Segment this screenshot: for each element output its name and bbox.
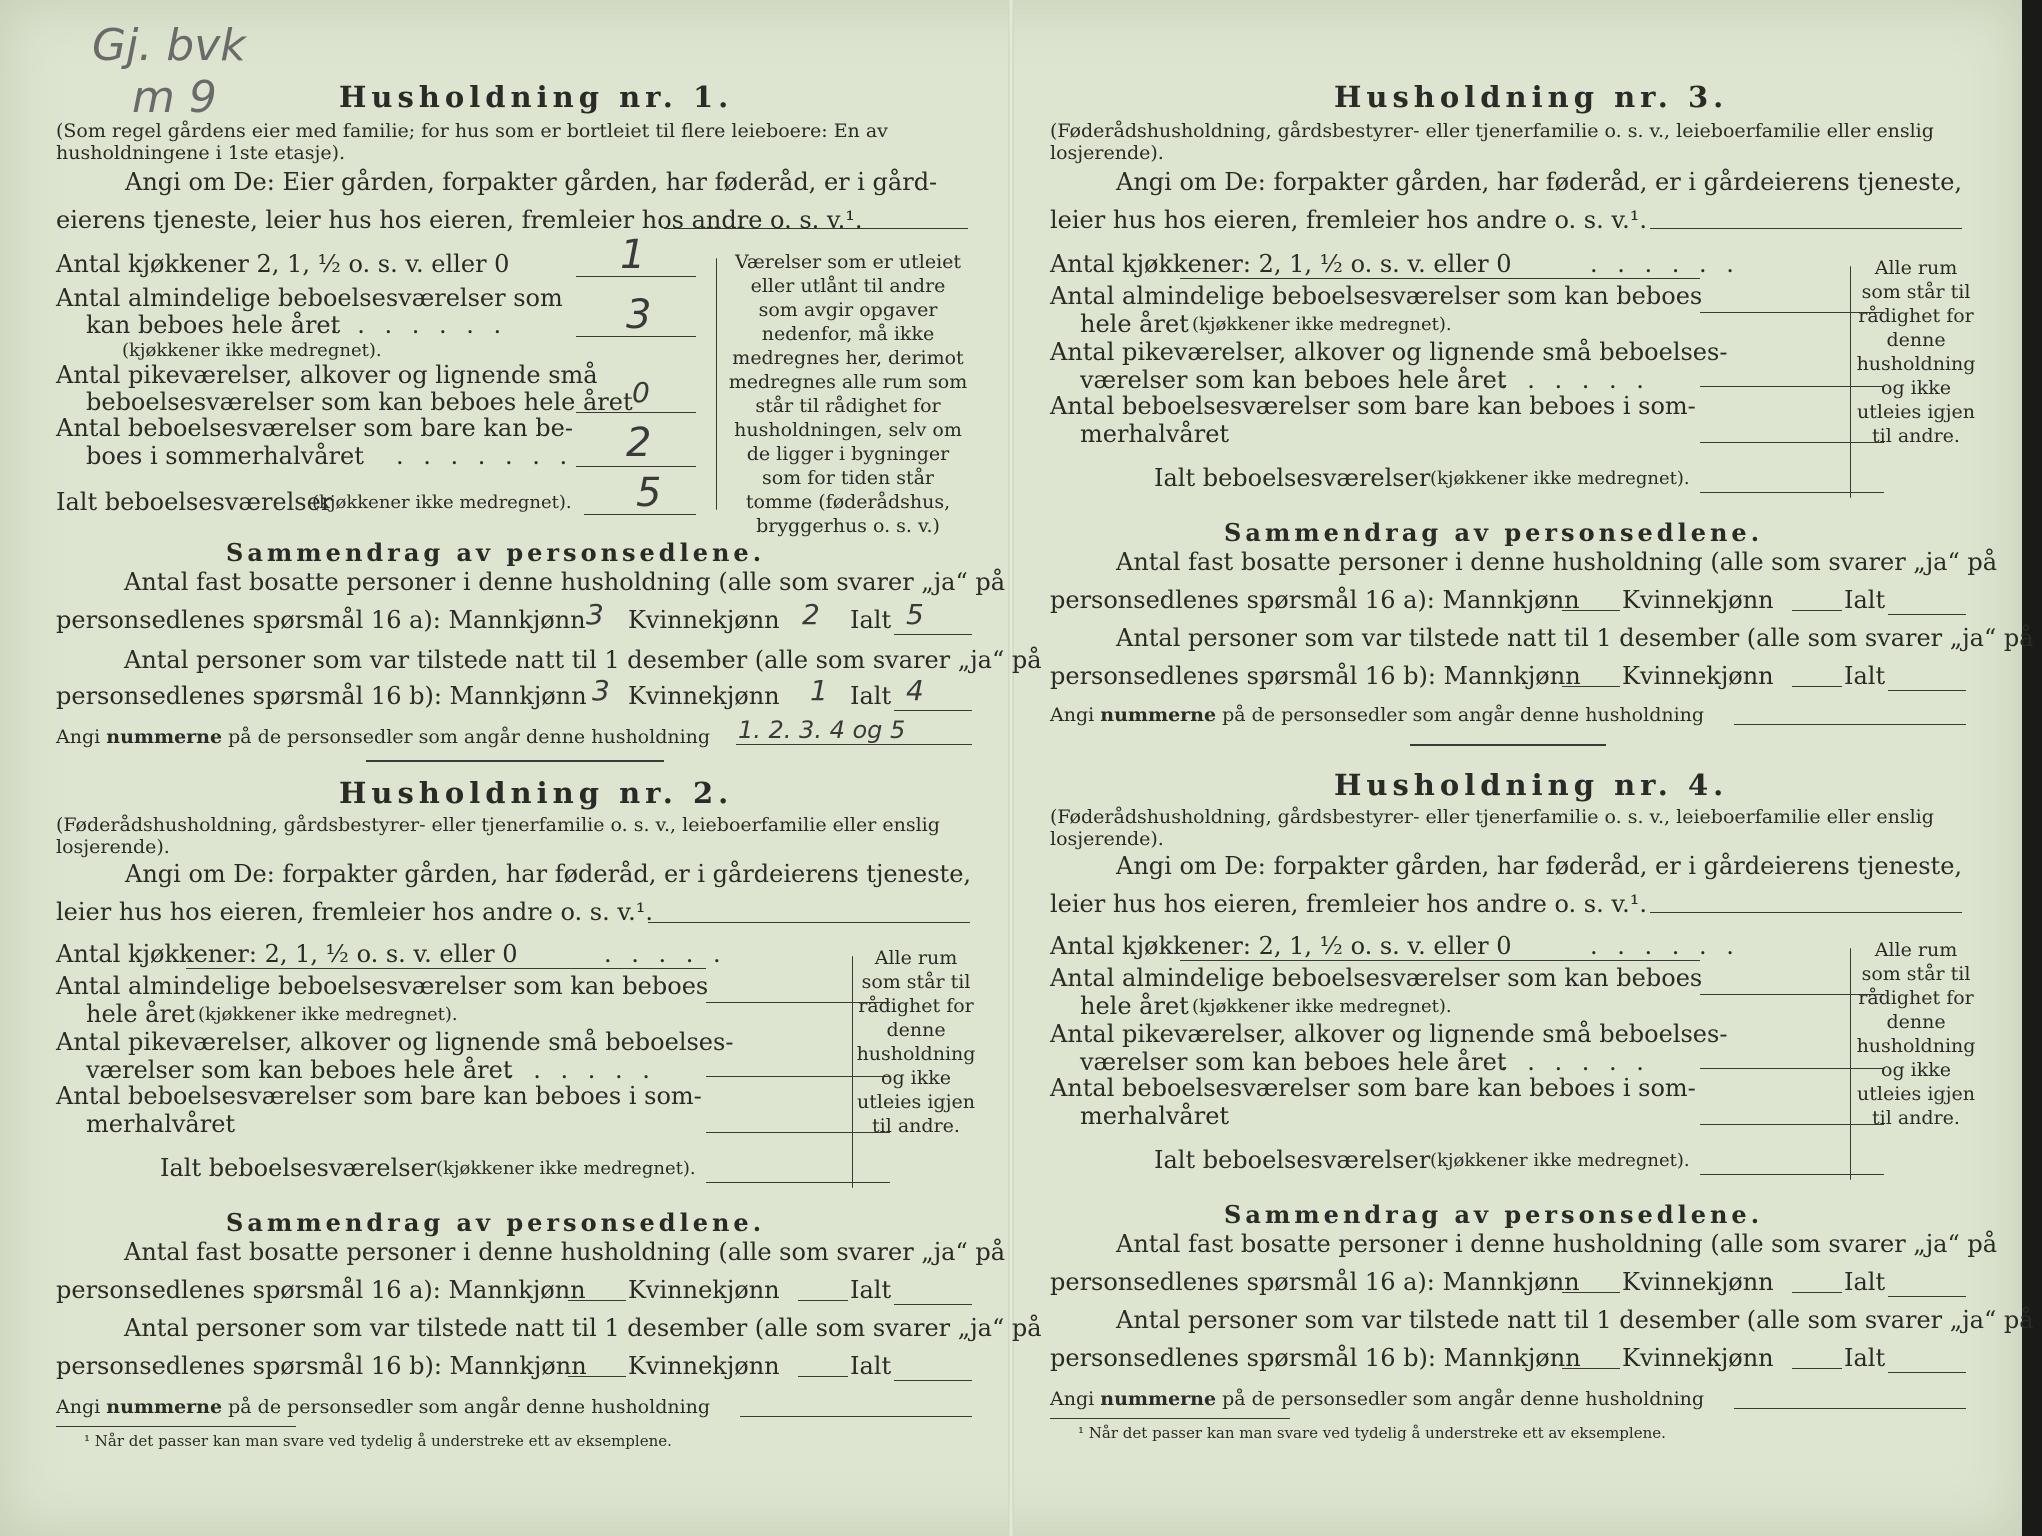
household-3-summary-title: Sammendrag av personsedlene.: [1224, 518, 1764, 547]
household-2-angi-line1: Angi om De: forpakter gården, har føderåd, er i gårdeierens tjeneste,: [125, 860, 972, 888]
household-3-ordinary-rooms-l1: Antal almindelige beboelsesværelser som kan beboes: [1050, 282, 1703, 310]
household-4-resident-l1: Antal fast bosatte personer i denne husholdning (alle som svarer „ja“ på: [1116, 1230, 1998, 1258]
household-1-numbers-value: 1. 2. 3. 4 og 5: [738, 716, 906, 744]
household-1-total-label: Ialt beboelsesværelser: [56, 488, 333, 516]
household-4-ordinary-rooms-l1: Antal almindelige beboelsesværelser som kan beboes: [1050, 964, 1703, 992]
household-3-angi-line1: Angi om De: forpakter gården, har føderåd, er i gårdeierens tjeneste,: [1116, 168, 1963, 196]
household-2-resident-total-label: Ialt: [850, 1276, 892, 1304]
household-2-present-total-label: Ialt: [850, 1352, 892, 1380]
household-1-present-total: 4: [906, 674, 924, 707]
household-2-maid-rooms-l1: Antal pikeværelser, alkover og lignende små beboelses-: [56, 1028, 734, 1056]
household-3-present-female-label: Kvinnekjønn: [1622, 662, 1774, 690]
household-3-note: (Føderådshusholdning, gårdsbestyrer- eller tjenerfamilie o. s. v., leieboerfamilie eller enslig losjerende).: [1050, 120, 1934, 164]
household-2-kitchens-label: Antal kjøkkener: 2, 1, ½ o. s. v. eller 0: [56, 940, 518, 968]
household-3-ordinary-rooms-l3: (kjøkkener ikke medregnet).: [1192, 314, 1452, 335]
household-1-note: (Som regel gårdens eier med familie; for hus som er bortleiet til flere leieboere: En av husholdningene i 1ste etasje).: [56, 120, 888, 164]
household-2-summer-rooms-l1: Antal beboelsesværelser som bare kan beboes i som-: [56, 1082, 702, 1110]
household-1-maid-rooms-l2: beboelsesværelser som kan beboes hele året: [86, 388, 633, 416]
household-2-ordinary-rooms-l3: (kjøkkener ikke medregnet).: [198, 1004, 458, 1025]
household-1-ordinary-rooms-l2: kan beboes hele året: [86, 311, 341, 339]
household-4-side-note: Alle rum som står til rådighet for denne husholdning og ikke utleies igjen til andre.: [1856, 939, 1976, 1129]
household-1-resident-female: 2: [802, 598, 820, 631]
household-4-summer-rooms-l1: Antal beboelsesværelser som bare kan beboes i som-: [1050, 1074, 1696, 1102]
household-1-ordinary-rooms-l1: Antal almindelige beboelsesværelser som: [56, 284, 563, 312]
household-4-kitchens-label: Antal kjøkkener: 2, 1, ½ o. s. v. eller 0: [1050, 932, 1512, 960]
household-1-ordinary-rooms-value: 3: [626, 292, 652, 338]
household-1-side-note: Værelser som er utleiet eller utlånt til andre som avgir opgaver nedenfor, må ikke medregnes her, derimot medregnes alle rum som står til rådighet for husholdningen, selv om de ligger i bygninger som for tiden står tomme (føderådshus, bryggerhus o. s. v.): [728, 251, 968, 537]
household-3-resident-l1: Antal fast bosatte personer i denne husholdning (alle som svarer „ja“ på: [1116, 548, 1998, 576]
archive-mark: Gj. bvk: [92, 20, 246, 71]
census-form-sheet: Gj. bvk m 9 Husholdning nr. 1. (Som regel gårdens eier med familie; for hus som er bortleiet til flere leieboere: En av husholdningene i 1ste etasje). Angi om De: Eier gården, forpakter gården, har føderåd, er i gård- eierens tjeneste, leier hus hos eieren, fremleier hos andre o. s. v.¹. Antal kjøkkener 2, 1, ½ o. s. v. eller 0 1 Antal almindelige beboelsesværelser som kan beboes hele året . . . . . . . (kjøkkener ikke medregnet). 3 Antal pikeværelser, alkover og lignende små beboelsesværelser som kan beboes hele året 0 Antal beboelsesværelser som bare kan be- boes i sommerhalvåret . . . . . . . 2 Ialt beboelsesværelser (kjøkkener ikke medregnet). 5 Værelser som er utleiet eller utlånt til andre som avgir opgaver nedenfor, må ikke medregnes her, derimot medregnes alle rum som står til rådighet for husholdningen, selv om de ligger i bygninger som for tiden står tomme (føderådshus, bryggerhus o. s. v.) Sammendrag av personsedlene. Antal fast bosatte personer i denne husholdning (alle som svarer „ja“ på personsedlenes spørsmål 16 a): Mannkjønn 3 Kvinnekjønn 2 Ialt 5 Antal personer som var tilstede natt til 1 desember (alle som svarer „ja“ på personsedlenes spørsmål 16 b): Mannkjønn 3 Kvinnekjønn 1 Ialt 4 Angi nummerne på de personsedler som angår denne husholdning 1. 2. 3. 4 og 5 Husholdning nr. 2. (Føderådshusholdning, gårdsbestyrer- eller tjenerfamilie o. s. v., leieboerfamilie eller enslig losjerende). Angi om De: forpakter gården, har føderåd, er i gårdeierens tjeneste, leier hus hos eieren, fremleier hos andre o. s. v.¹. Antal kjøkkener: 2, 1, ½ o. s. v. eller 0 . . . . . Antal almindelige beboelsesværelser som kan beboes hele året (kjøkkener ikke medregnet). Antal pikeværelser, alkover og lignende små beboelses- værelser som kan beboes hele året . . . . . . Antal beboelsesværelser som bare kan beboes i som- merhalvåret Ialt beboelsesværelser (kjøkkener ikke medregnet). Alle rum som står til rådighet for denne husholdning og ikke utleies igjen til andre. Sammendrag av personsedlene. Antal fast bosatte personer i denne husholdning (alle som svarer „ja“ på personsedlenes spørsmål 16 a): Mannkjønn Kvinnekjønn Ialt Antal personer som var tilstede natt til 1 desember (alle som svarer „ja“ på personsedlenes spørsmål 16 b): Mannkjønn Kvinnekjønn Ialt Angi nummerne på de personsedler som angår denne husholdning ¹ Når det passer kan man svare ved tydelig å understreke ett av eksemplene. Husholdning nr. 3. (Føderådshusholdning, gårdsbestyrer- eller tjenerfamilie o. s. v., leieboerfamilie eller enslig losjerende). Angi om De: forpakter gården, har føderåd, er i gårdeierens tjeneste, leier hus hos eieren, fremleier hos andre o. s. v.¹. Antal kjøkkener: 2, 1, ½ o. s. v. eller 0 . . . . . . Antal almindelige beboelsesværelser som kan beboes hele året (kjøkkener ikke medregnet). Antal pikeværelser, alkover og lignende små beboelses- værelser som kan beboes hele året . . . . . . Antal beboelsesværelser som bare kan beboes i som- merhalvåret Ialt beboelsesværelser (kjøkkener ikke medregnet). Alle rum som står til rådighet for denne husholdning og ikke utleies igjen til andre. Sammendrag av personsedlene. Antal fast bosatte personer i denne husholdning (alle som svarer „ja“ på personsedlenes spørsmål 16 a): Mannkjønn Kvinnekjønn Ialt Antal personer som var tilstede natt til 1 desember (alle som svarer „ja“ på personsedlenes spørsmål 16 b): Mannkjønn Kvinnekjønn Ialt Angi nummerne på de personsedler som angår denne husholdning Husholdning nr. 4. (Føderådshusholdning, gårdsbestyrer- eller tjenerfamilie o. s. v., leieboerfamilie eller enslig losjerende). Angi om De: forpakter gården, har føderåd, er i gårdeierens tjeneste, leier hus hos eieren, fremleier hos andre o. s. v.¹. Antal kjøkkener: 2, 1, ½ o. s. v. eller 0 . . . . . . Antal almindelige beboelsesværelser som kan beboes hele året (kjøkkener ikke medregnet). Antal pikeværelser, alkover og lignende små beboelses- værelser som kan beboes hele året . . . . . . Antal beboelsesværelser som bare kan beboes i som- merhalvåret Ialt beboelsesværelser (kjøkkener ikke medregnet). Alle rum som står til rådighet for denne husholdning og ikke utleies igjen til andre. Sammendrag av personsedlene. Antal fast bosatte personer i denne husholdning (alle som svarer „ja“ på personsedlenes spørsmål 16 a): Mannkjønn Kvinnekjønn Ialt Antal personer som var tilstede natt til 1 desember (alle som svarer „ja“ på personsedlenes spørsmål 16 b): Mannkjønn Kvinnekjønn Ialt Angi nummerne på de personsedler som angår denne husholdning ¹ Når det passer kan man svare ved tydelig å understreke ett av eksemplene.: [0, 0, 2022, 1536]
household-4-summer-rooms-l2: merhalvåret: [1080, 1102, 1230, 1130]
household-2-summary-title: Sammendrag av personsedlene.: [226, 1208, 766, 1237]
household-4-present-l1: Antal personer som var tilstede natt til 1 desember (alle som svarer „ja“ på: [1116, 1306, 2034, 1334]
household-4-resident-female-label: Kvinnekjønn: [1622, 1268, 1774, 1296]
archive-mark-2: m 9: [132, 72, 217, 123]
household-3-present-total-label: Ialt: [1844, 662, 1886, 690]
household-1-total-value: 5: [636, 470, 662, 516]
household-2-maid-rooms-l2: værelser som kan beboes hele året: [86, 1056, 513, 1084]
household-1-kitchens-label: Antal kjøkkener 2, 1, ½ o. s. v. eller 0: [56, 250, 510, 278]
page-fold: [1008, 0, 1014, 1536]
household-1-summer-rooms-l2: boes i sommerhalvåret: [86, 442, 364, 470]
household-2-angi-line2: leier hus hos eieren, fremleier hos andre o. s. v.¹.: [56, 898, 653, 926]
household-3-resident-l2: personsedlenes spørsmål 16 a): Mannkjønn: [1050, 586, 1580, 614]
household-4-maid-rooms-l2: værelser som kan beboes hele året: [1080, 1048, 1507, 1076]
household-3-total-note: (kjøkkener ikke medregnet).: [1430, 468, 1690, 489]
household-1-present-female-label: Kvinnekjønn: [628, 682, 780, 710]
household-1-resident-male: 3: [586, 598, 604, 631]
household-1-title: Husholdning nr. 1.: [339, 80, 734, 114]
household-3-numbers-label: Angi nummerne på de personsedler som angår denne husholdning: [1050, 704, 1705, 726]
footnote-left: ¹ Når det passer kan man svare ved tydelig å understreke ett av eksemplene.: [84, 1432, 672, 1450]
household-1-present-l2: personsedlenes spørsmål 16 b): Mannkjønn: [56, 682, 587, 710]
household-3-summer-rooms-l2: merhalvåret: [1080, 420, 1230, 448]
household-3-maid-rooms-l1: Antal pikeværelser, alkover og lignende små beboelses-: [1050, 338, 1728, 366]
household-1-present-male: 3: [592, 674, 610, 707]
household-3-maid-rooms-l2: værelser som kan beboes hele året: [1080, 366, 1507, 394]
household-2-ordinary-rooms-l2: hele året: [86, 1000, 195, 1028]
household-4-resident-total-label: Ialt: [1844, 1268, 1886, 1296]
household-1-summary-title: Sammendrag av personsedlene.: [226, 538, 766, 567]
household-4-maid-rooms-l1: Antal pikeværelser, alkover og lignende små beboelses-: [1050, 1020, 1728, 1048]
household-2-present-l2: personsedlenes spørsmål 16 b): Mannkjønn: [56, 1352, 587, 1380]
household-2-present-l1: Antal personer som var tilstede natt til 1 desember (alle som svarer „ja“ på: [124, 1314, 1042, 1342]
household-3-total-label: Ialt beboelsesværelser: [1154, 464, 1431, 492]
household-4-ordinary-rooms-l2: hele året: [1080, 992, 1189, 1020]
household-3-title: Husholdning nr. 3.: [1334, 80, 1729, 114]
household-1-numbers-label: Angi nummerne på de personsedler som angår denne husholdning: [56, 726, 711, 748]
household-4-present-total-label: Ialt: [1844, 1344, 1886, 1372]
household-3-ordinary-rooms-l2: hele året: [1080, 310, 1189, 338]
household-4-summary-title: Sammendrag av personsedlene.: [1224, 1200, 1764, 1229]
household-1-present-total-label: Ialt: [850, 682, 892, 710]
household-2-present-female-label: Kvinnekjønn: [628, 1352, 780, 1380]
household-1-resident-female-label: Kvinnekjønn: [628, 606, 780, 634]
household-1-resident-total-label: Ialt: [850, 606, 892, 634]
household-1-maid-rooms-l1: Antal pikeværelser, alkover og lignende små: [56, 361, 598, 389]
household-1-resident-l2: personsedlenes spørsmål 16 a): Mannkjønn: [56, 606, 586, 634]
household-1-summer-rooms-l1: Antal beboelsesværelser som bare kan be-: [56, 414, 573, 442]
household-2-resident-female-label: Kvinnekjønn: [628, 1276, 780, 1304]
household-3-resident-female-label: Kvinnekjønn: [1622, 586, 1774, 614]
household-1-present-l1: Antal personer som var tilstede natt til 1 desember (alle som svarer „ja“ på: [124, 646, 1042, 674]
household-4-ordinary-rooms-l3: (kjøkkener ikke medregnet).: [1192, 996, 1452, 1017]
household-1-ordinary-rooms-l3: (kjøkkener ikke medregnet).: [122, 340, 382, 361]
household-4-present-l2: personsedlenes spørsmål 16 b): Mannkjønn: [1050, 1344, 1581, 1372]
household-2-resident-l2: personsedlenes spørsmål 16 a): Mannkjønn: [56, 1276, 586, 1304]
household-4-resident-l2: personsedlenes spørsmål 16 a): Mannkjønn: [1050, 1268, 1580, 1296]
household-1-kitchens-value: 1: [620, 232, 646, 278]
household-2-ordinary-rooms-l1: Antal almindelige beboelsesværelser som kan beboes: [56, 972, 709, 1000]
household-3-present-l2: personsedlenes spørsmål 16 b): Mannkjønn: [1050, 662, 1581, 690]
household-4-present-female-label: Kvinnekjønn: [1622, 1344, 1774, 1372]
household-1-present-female: 1: [810, 674, 828, 707]
household-1-resident-total: 5: [906, 598, 924, 631]
household-1-maid-rooms-value: 0: [632, 376, 650, 409]
household-1-angi-line2: eierens tjeneste, leier hus hos eieren, fremleier hos andre o. s. v.¹.: [56, 206, 863, 234]
footnote-right: ¹ Når det passer kan man svare ved tydelig å understreke ett av eksemplene.: [1078, 1424, 1666, 1442]
household-4-note: (Føderådshusholdning, gårdsbestyrer- eller tjenerfamilie o. s. v., leieboerfamilie eller enslig losjerende).: [1050, 806, 1934, 850]
household-2-side-note: Alle rum som står til rådighet for denne husholdning og ikke utleies igjen til andre.: [856, 947, 976, 1137]
household-4-title: Husholdning nr. 4.: [1334, 768, 1729, 802]
household-4-total-label: Ialt beboelsesværelser: [1154, 1146, 1431, 1174]
household-4-total-note: (kjøkkener ikke medregnet).: [1430, 1150, 1690, 1171]
household-2-summer-rooms-l2: merhalvåret: [86, 1110, 236, 1138]
household-4-numbers-label: Angi nummerne på de personsedler som angår denne husholdning: [1050, 1388, 1705, 1410]
household-3-kitchens-label: Antal kjøkkener: 2, 1, ½ o. s. v. eller 0: [1050, 250, 1512, 278]
household-3-side-note: Alle rum som står til rådighet for denne husholdning og ikke utleies igjen til andre.: [1856, 257, 1976, 447]
household-2-resident-l1: Antal fast bosatte personer i denne husholdning (alle som svarer „ja“ på: [124, 1238, 1006, 1266]
household-1-summer-rooms-value: 2: [626, 420, 652, 466]
household-2-title: Husholdning nr. 2.: [339, 776, 734, 810]
household-3-resident-total-label: Ialt: [1844, 586, 1886, 614]
household-1-resident-l1: Antal fast bosatte personer i denne husholdning (alle som svarer „ja“ på: [124, 568, 1006, 596]
household-2-total-note: (kjøkkener ikke medregnet).: [436, 1158, 696, 1179]
household-1-total-note: (kjøkkener ikke medregnet).: [312, 492, 572, 513]
household-4-angi-line2: leier hus hos eieren, fremleier hos andre o. s. v.¹.: [1050, 890, 1647, 918]
household-3-present-l1: Antal personer som var tilstede natt til 1 desember (alle som svarer „ja“ på: [1116, 624, 2034, 652]
household-3-summer-rooms-l1: Antal beboelsesværelser som bare kan beboes i som-: [1050, 392, 1696, 420]
household-2-numbers-label: Angi nummerne på de personsedler som angår denne husholdning: [56, 1396, 711, 1418]
household-2-note: (Føderådshusholdning, gårdsbestyrer- eller tjenerfamilie o. s. v., leieboerfamilie eller enslig losjerende).: [56, 814, 940, 858]
household-4-angi-line1: Angi om De: forpakter gården, har føderåd, er i gårdeierens tjeneste,: [1116, 852, 1963, 880]
household-3-angi-line2: leier hus hos eieren, fremleier hos andre o. s. v.¹.: [1050, 206, 1647, 234]
household-2-total-label: Ialt beboelsesværelser: [160, 1154, 437, 1182]
household-1-angi-line1: Angi om De: Eier gården, forpakter gården, har føderåd, er i gård-: [125, 168, 938, 196]
